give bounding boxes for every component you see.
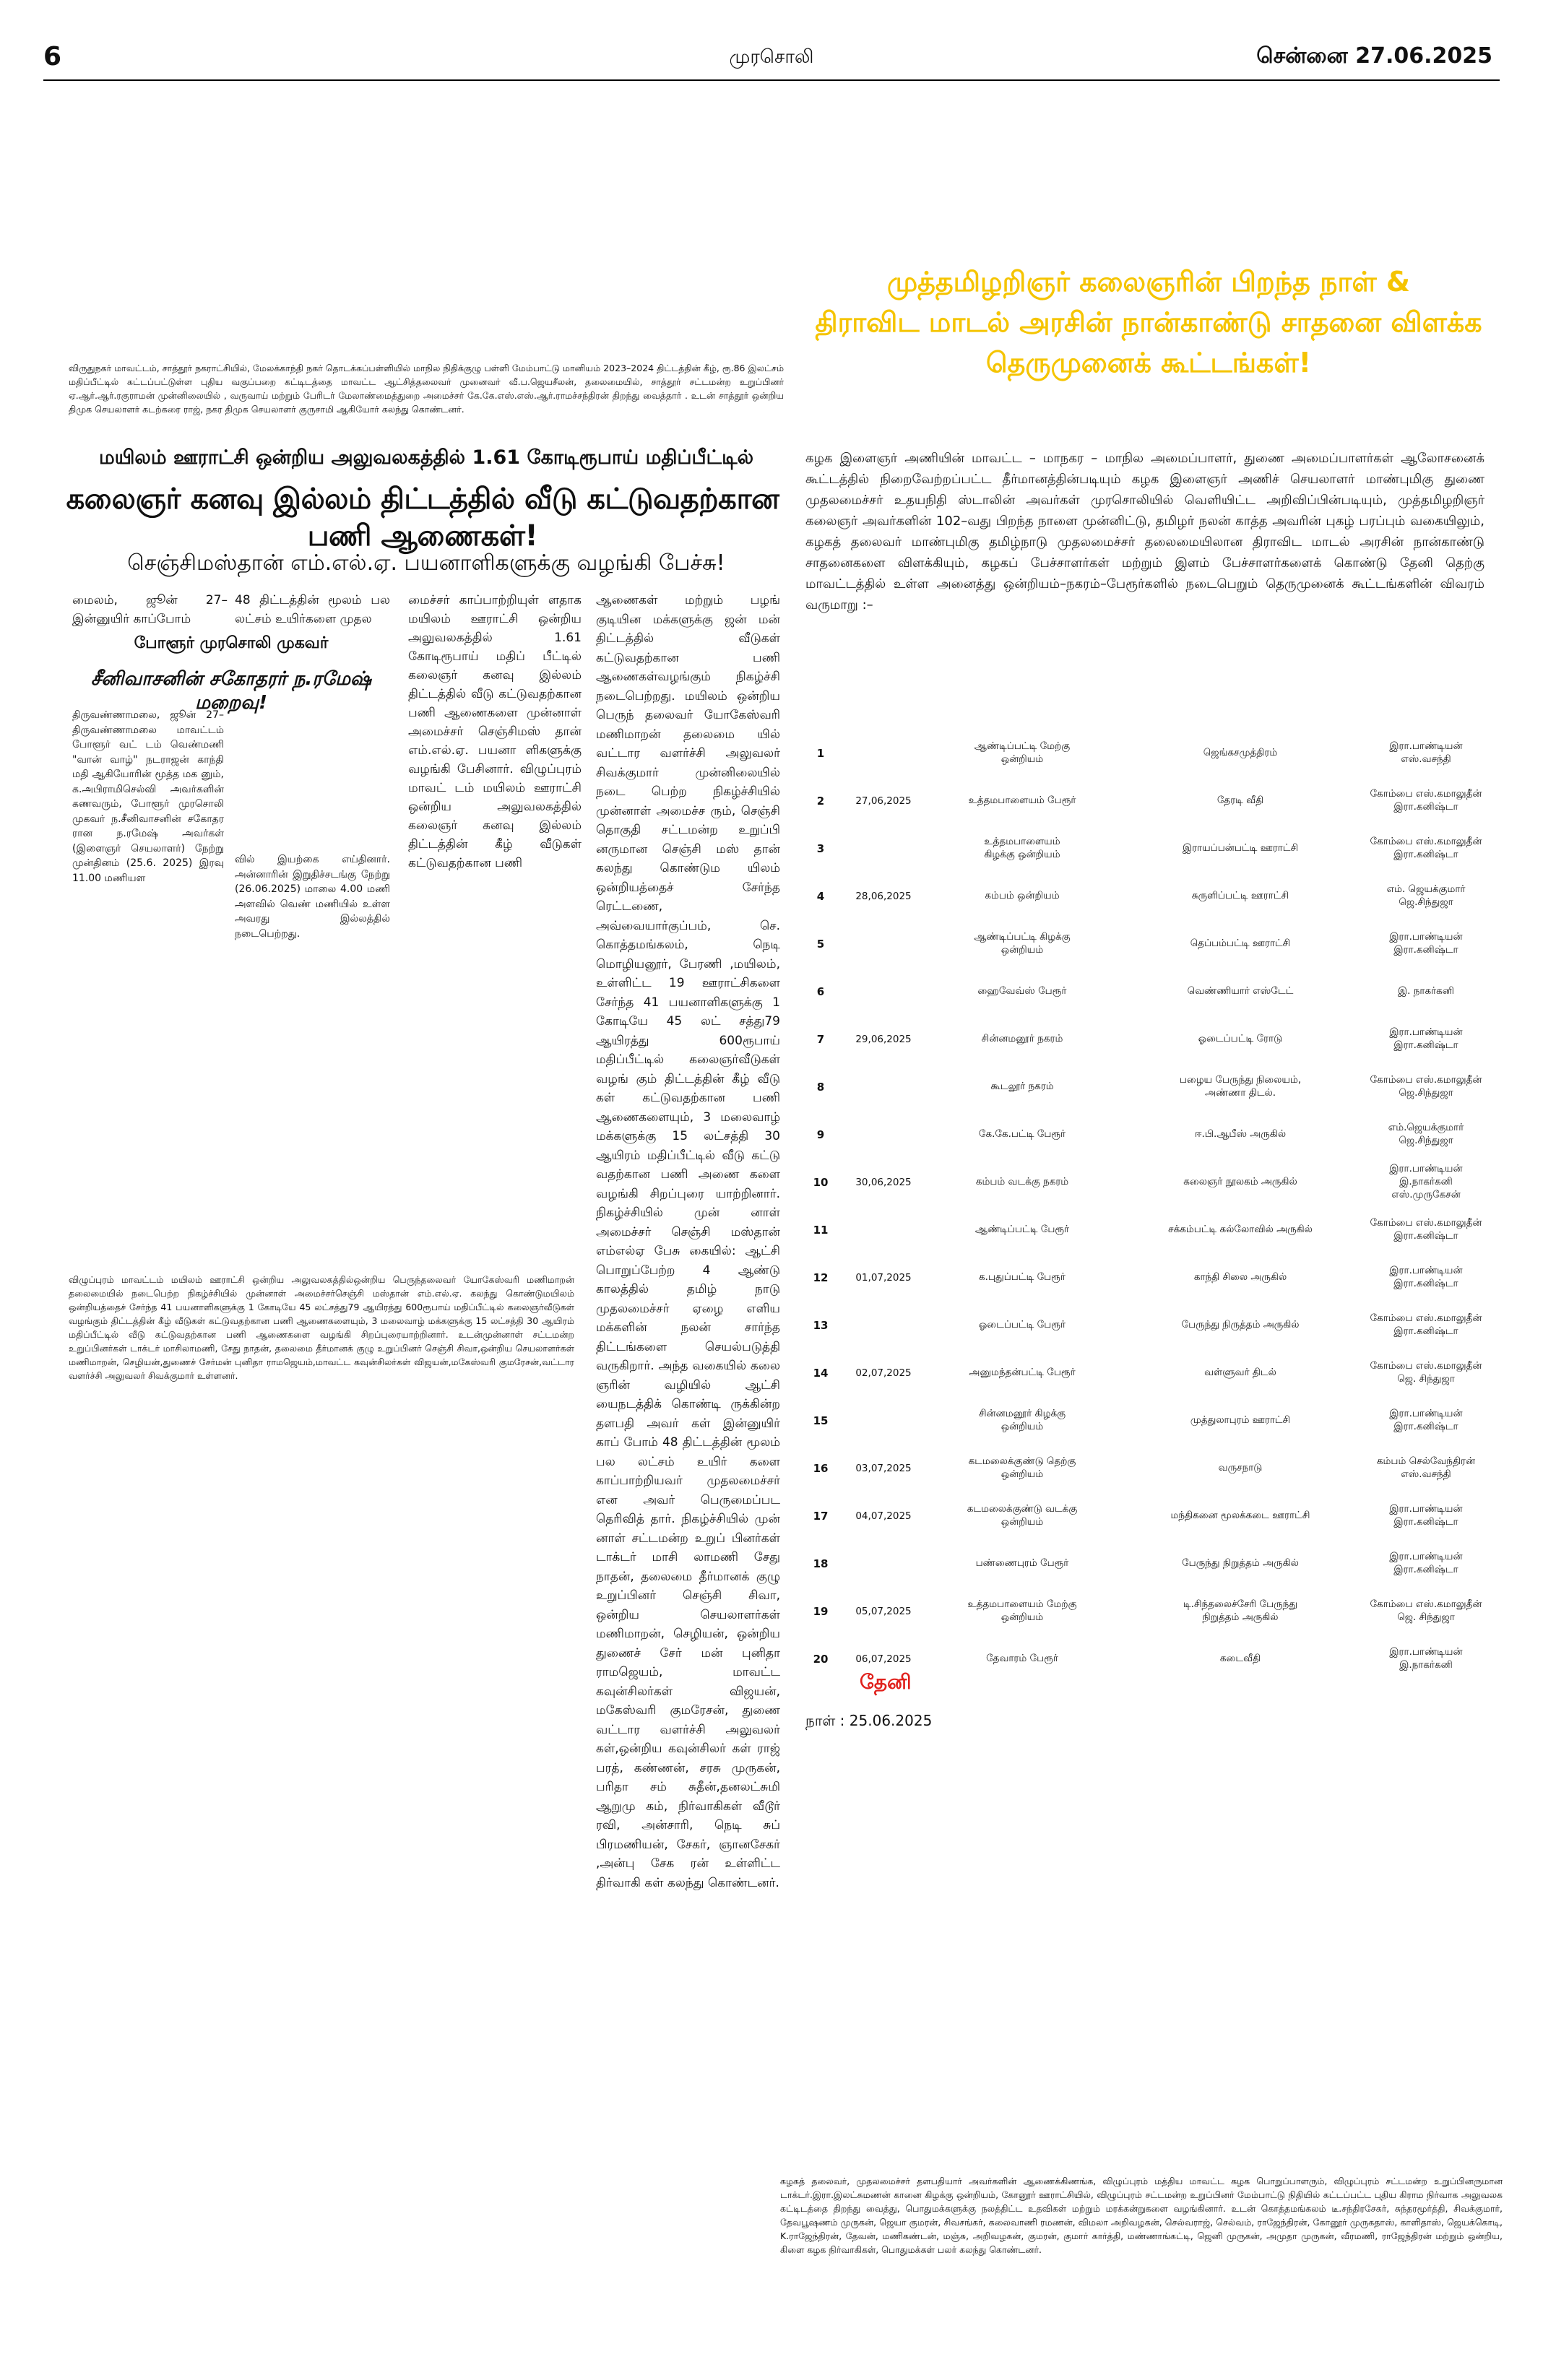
schedule-row — [802, 1588, 1488, 1635]
article1-kicker: மயிலம் ஊராட்சி ஒன்றிய அலுவலகத்தில் 1.61 கோடிரூபாய் மதிப்பீட்டில் — [98, 446, 754, 469]
bottom-right-caption: கழகத் தலைவர், முதலமைச்சர் தளபதியார் அவர்களின் ஆணைக்கிணங்க, விழுப்புரம் மத்திய மாவட்ட கழக பொறுப்பாளரும், விழுப்புரம் சட்டமன்ற உறுப்பினருமான டாக்டர்.இரா.இலட்சுமணன் கானை கிழக்கு ஒன்றியம், கோனூர் ஊராட்சியில், விழுப்புரம் சட்டமன்ற உறுப்பினர் மேம்பாட்டு நிதியில் கட்டப்பட்ட புதிய கிராம நிர்வாக அலுவலக கட்டிடத்தை திறந்து வைத்து, பொதுமக்களுக்கு நலத்திட்ட உதவிகள் மற்றும் மரக்கன்றுகளை வழங்கினார். உடன் கொத்தமங்கலம் டீ.சந்திரசேகர், சுந்தரமூர்த்தி, சிவக்குமார், தேவபூஷணம் முருகன், ஜெயா குமரன், சிவசங்கர், கலைவாணி ரமணன், விமலா அறிவழகன், செல்வராஜ், செல்வம், ராஜேந்திரன், கோனூர் முருகதாஸ், காளிதாஸ், ஜெயக்கொடி, K.ராஜேந்திரன், தேவன், மணிகண்டன், மஞ்சு, அறிவழகன், குமரன், குமார் கார்த்தி, மண்ணாங்கட்டி, ஜெனி முருகன், அமுதா முருகன், வீரமணி, ராஜேந்திரன் மற்றும் ஒன்றிய, கிளை கழக நிர்வாகிகள், பொதுமக்கள் பலர் கலந்து கொண்டனர். — [780, 2176, 1503, 2255]
schedule-date: 28,06,2025 — [855, 891, 912, 902]
schedule-date — [839, 1206, 928, 1254]
schedule-row — [802, 1254, 1488, 1302]
schedule-number: 20 — [813, 1653, 829, 1666]
schedule-speakers: எம்.ஜெயக்குமார் ஜெ.சிந்துஜா — [1388, 1122, 1464, 1146]
schedule-number: 8 — [816, 1081, 825, 1094]
schedule-speakers: கோம்பை எஸ்.கமாலுதீன் இரா.கனிஷ்டா — [1370, 836, 1482, 860]
schedule-speakers: கோம்பை எஸ்.கமாலுதீன் இரா.கனிஷ்டா — [1370, 1312, 1482, 1337]
schedule-location: முத்துலாபுரம் ஊராட்சி — [1190, 1414, 1291, 1426]
schedule-location: தெப்பம்பட்டி ஊராட்சி — [1190, 938, 1291, 949]
schedule-speakers: இரா.பாண்டியன் இ.நாகர்கனி எஸ்.முருகேசன் — [1389, 1163, 1463, 1200]
meeting-photo — [69, 961, 574, 1264]
schedule-date: 03,07,2025 — [855, 1463, 912, 1474]
schedule-date — [839, 1063, 928, 1111]
schedule-location: கலைஞர் நூலகம் அருகில் — [1183, 1176, 1297, 1187]
schedule-place: தேவாரம் பேரூர் — [986, 1653, 1058, 1664]
schedule-location: மந்திகனை மூலக்கடை ஊராட்சி — [1170, 1510, 1310, 1521]
schedule-row — [802, 1492, 1488, 1540]
schedule-date: 04,07,2025 — [855, 1510, 912, 1522]
schedule-speakers: இரா.பாண்டியன் இ.நாகர்கனி — [1389, 1646, 1463, 1671]
schedule-date: 30,06,2025 — [855, 1177, 912, 1188]
schedule-row — [802, 1159, 1488, 1206]
article1-subhead: செஞ்சிமஸ்தான் எம்.எல்.ஏ. பயனாளிகளுக்கு வழங்கி பேச்சு! — [127, 550, 725, 576]
schedule-location: ஈ.பி.ஆபீஸ் அருகில் — [1194, 1128, 1287, 1140]
schedule-row — [802, 1063, 1488, 1111]
schedule-table-wrap — [802, 730, 1488, 1683]
schedule-number: 4 — [816, 890, 825, 903]
schedule-date: 05,07,2025 — [855, 1606, 912, 1617]
schedule-location: பழைய பேருந்து நிலையம், அண்ணா திடல். — [1179, 1074, 1302, 1099]
schedule-row — [802, 1540, 1488, 1588]
schedule-place: ஆண்டிப்பட்டி கிழக்கு ஒன்றியம் — [974, 931, 1071, 956]
schedule-number: 3 — [816, 842, 825, 855]
article1-column-3: மைச்சர் காப்பாற்றியுள் ளதாக மயிலம் ஊராட்சி ஒன்றிய அலுவலகத்தில் 1.61 கோடிரூபாய் மதிப் பீட்டில் கலைஞர் கனவு இல்லம் திட்டத்தில் வீடு கட்டுவதற்கான பணி ஆணைகளை முன்னாள் அமைச்சர் செஞ்சிமஸ் தான் எம்.எல்.ஏ. பயனா ளிகளுக்கு வழங்கி பேசினார். விழுப்புரம் மாவட் டம் மயிலம் ஊராட்சி ஒன்றிய அலுவலகத்தில் கலைஞர் கனவு இல்லம் திட்டத்தின் கீழ் வீடுகள் கட்டுவதற்கான பணி — [408, 593, 582, 870]
schedule-place: உத்தமபாளையம் கிழக்கு ஒன்றியம் — [984, 836, 1060, 860]
schedule-number: 13 — [813, 1319, 829, 1332]
schedule-speakers: கோம்பை எஸ்.கமாலுதீன் இரா.கனிஷ்டா — [1370, 788, 1482, 813]
schedule-row — [802, 1445, 1488, 1492]
schedule-location: பேருந்து நிருத்தம் அருகில் — [1181, 1319, 1300, 1330]
schedule-location: தேரடி வீதி — [1216, 795, 1264, 806]
schedule-date — [839, 920, 928, 968]
schedule-place: கடமலைக்குண்டு வடக்கு ஒன்றியம் — [967, 1503, 1078, 1528]
page-number: 6 — [43, 42, 62, 72]
schedule-row — [802, 1397, 1488, 1445]
schedule-location: டி.சிந்தலைச்சேரி பேருந்து நிறுத்தம் அருகில் — [1183, 1598, 1298, 1623]
city-date: சென்னை 27.06.2025 — [1256, 43, 1492, 69]
schedule-number: 18 — [813, 1557, 829, 1570]
schedule-speakers: கம்பம் செல்வேந்திரன் எஸ்.வசந்தி — [1376, 1455, 1476, 1480]
schedule-row — [802, 825, 1488, 873]
signature-district: தேனி — [860, 1670, 912, 1694]
schedule-place: கே.கே.பட்டி பேரூர் — [978, 1128, 1066, 1140]
schedule-place: சின்னமனூர் நகரம் — [981, 1033, 1063, 1044]
schedule-location: கடைவீதி — [1219, 1653, 1261, 1664]
schedule-place: அனுமந்தன்பட்டி பேரூர் — [969, 1367, 1076, 1378]
schedule-speakers: கோம்பை எஸ்.கமாலுதீன் ஜெ. சிந்துஜா — [1370, 1598, 1482, 1623]
schedule-number: 17 — [813, 1510, 829, 1523]
schedule-place: ஓடைப்பட்டி பேரூர் — [978, 1319, 1066, 1330]
meeting-photo-caption: விழுப்புரம் மாவட்டம் மயிலம் ஊராட்சி ஒன்றிய அலுவலகத்தில்ஒன்றிய பெருந்தலைவர் யோகேஸ்வரி மணிமாறன் தலைமையில் நடைபெற்ற நிகழ்ச்சியில் முன்னாள் அமைச்சர்செஞ்சி மஸ்தான் எம்.எல்.ஏ. கலந்து கொண்டுமயிலம் ஒன்றியத்தைச் சேர்ந்த 41 பயனாளிகளுக்கு 1 கோடியே 45 லட்சத்து79 ஆயிரத்து 600ரூபாய் மதிப்பீட்டில் கலைஞர்வீடுகள் வழங்கும் திட்டத்தின் கீழ் வீடுகள் கட்டுவதற்கான பணி ஆணைகளையும், 3 மலைவாழ் மக்களுக்கு 15 லட்சத்தி 30 ஆயிரம் மதிப்பீட்டில் வீடு கட்டுவதற்கான பணி ஆணைகளை வழங்கி சிறப்புரையாற்றினார். உடன்முன்னாள் சட்டமன்ற உறுப்பினர்கள் டாக்டர் மாசிலாமணி, சேது நாதன், தலைமை தீர்மானக் குழு உறுப்பினர் செஞ்சி சிவா,ஒன்றிய செயலாளர்கள் மணிமாறன், செழியன்,துணைச் சேர்மன் புனிதா ராமஜெயம்,மாவட்ட கவுன்சிலர்கள் விஜயன்,மகேஸ்வரி குமரேசன்,வட்டார வளர்ச்சி அலுவலர் சிவக்குமார் உள்ளனர். — [69, 1274, 574, 1381]
schedule-speakers: இரா.பாண்டியன் இரா.கனிஷ்டா — [1389, 1503, 1463, 1528]
schedule-number: 1 — [816, 747, 825, 760]
schedule-date — [839, 730, 928, 777]
schedule-date — [839, 825, 928, 873]
schedule-location: ஓடைப்பட்டி ரோடு — [1198, 1033, 1283, 1044]
schedule-speakers: இரா.பாண்டியன் இரா.கனிஷ்டா — [1389, 1026, 1463, 1051]
schedule-number: 12 — [813, 1271, 829, 1284]
schedule-place: கம்பம் வடக்கு நகரம் — [975, 1176, 1069, 1187]
schedule-location: சுருளிப்பட்டி ஊராட்சி — [1191, 890, 1289, 901]
schedule-row — [802, 1349, 1488, 1397]
schedule-location: இராயப்பன்பட்டி ஊராட்சி — [1182, 842, 1299, 854]
schedule-location: பேருந்து நிறுத்தம் அருகில் — [1182, 1557, 1299, 1569]
schedule-place: உத்தமபாளையம் மேற்கு ஒன்றியம் — [967, 1598, 1077, 1623]
schedule-row — [802, 1111, 1488, 1159]
article1-column-1: மைலம், ஜூன் 27– இன்னுயிர் காப்போம் — [72, 593, 228, 626]
schedule-place: கம்பம் ஒன்றியம் — [985, 890, 1060, 901]
article1-column-4: ஆணைகள் மற்றும் பழங் குடியின மக்களுக்கு ஜன் மன் திட்டத்தில் வீடுகள் கட்டுவதற்கான பணி ஆணைகள்வழங்கும் நிகழ்ச்சி நடைபெற்றது. மயிலம் ஒன்றிய பெருந் தலைவர் யோகேஸ்வரி மணிமாறன் தலைமை யில் வட்டார வளர்ச்சி அலுவலர் சிவக்குமார் முன்னிலையில் நடை பெற்ற நிகழ்ச்சியில் முன்னாள் அமைச்ச ரும், செஞ்சி தொகுதி சட்டமன்ற உறுப்பி னருமான செஞ்சி மஸ் தான் கலந்து கொண்டும யிலம் ஒன்றியத்தைச் சேர்ந்த ரெட்டணை, அவ்வையார்குப்பம், செ. கொத்தமங்கலம், நெடி மொழியனூர், பேரணி ,மயிலம், உள்ளிட்ட 19 ஊராட்சிகளை சேர்ந்த 41 பயனாளிகளுக்கு 1 கோடியே 45 லட் சத்து79 ஆயிரத்து 600ரூபாய் மதிப்பீட்டில் கலைஞர்வீடுகள் வழங் கும் திட்டத்தின் கீழ் வீடு கள் கட்டுவதற்கான பணி ஆணைகளையும், 3 மலைவாழ் மக்களுக்கு 15 லட்சத்தி 30 ஆயிரம் மதிப்பீட்டில் வீடு கட்டு வதற்கான பணி அணை களை வழங்கி சிறப்புரை யாற்றினார். நிகழ்ச்சியில் முன் னாள் அமைச்சர் செஞ்சி மஸ்தான் எம்எல்ஏ பேசு கையில்: ஆட்சி பொறுப்பேற்ற 4 ஆண்டு காலத்தில் தமிழ் நாடு முதலமைச்சர் ஏழை எளிய மக்களின் நலன் சார்ந்த திட்டங்களை செயல்படுத்தி வருகிறார். அந்த வகையில் கலை ஞரின் வழியில் ஆட்சி யைநடத்திக் கொண்டி ருக்கின்ற தளபதி அவர் கள் இன்னுயிர் காப் போம் 48 திட்டத்தின் மூலம் பல லட்சம் உயிர் களை காப்பாற்றியவர் முதலமைச்சர் என அவர் பெருமைப்பட தெரிவித் தார். நிகழ்ச்சியில் முன் னாள் சட்டமன்ற உறுப் பினர்கள் டாக்டர் மாசி லாமணி சேது நாதன், தலைமை தீர்மானக் குழு உறுப்பினர் செஞ்சி சிவா, ஒன்றிய செயலாளர்கள் மணிமாறன், செழியன், ஒன்றிய துணைச் சேர் மன் புனிதா ராமஜெயம், மாவட்ட கவுன்சிலர்கள் விஜயன், மகேஸ்வரி குமரேசன், துணை வட்டார வளர்ச்சி அலுவலர் கள்,ஒன்றிய கவுன்சிலர் கள் ராஜ் பரத், கண்ணன், சரசு முருகன், பரிதா சம் சுதீன்,தனலட்சுமி ஆறுமு கம், நிர்வாகிகள் வீடூர் ரவி, அன்சாரி, நெடி சுப் பிரமணியன், சேகர், ஞானசேகர் ,அன்பு சேக ரன் உள்ளிட்ட திர்வாகி கள் கலந்து கொண்டனர். — [596, 593, 780, 1890]
schedule-place: ஆண்டிப்பட்டி மேற்கு ஒன்றியம் — [974, 740, 1071, 765]
article2-column-2: வில் இயற்கை எய்தினார். அன்னாரின் இறுதிச்சடங்கு நேற்று (26.06.2025) மாலை 4.00 மணி அளவில் வெண் மணியில் உள்ள அவரது இல்லத்தில் நடைபெற்றது. — [235, 854, 390, 940]
schedule-location: சக்கம்பட்டி கல்லோவில் அருகில் — [1168, 1224, 1313, 1235]
schedule-date — [839, 1111, 928, 1159]
schedule-number: 11 — [813, 1224, 829, 1237]
schedule-speakers: எம். ஜெயக்குமார் ஜெ.சிந்துஜா — [1386, 883, 1466, 908]
schedule-date — [839, 1397, 928, 1445]
schedule-number: 19 — [813, 1605, 829, 1618]
top-photo-caption: விருதுநகர் மாவட்டம், சாத்தூர் நகராட்சியில், மேலக்காந்தி நகர் தொடக்கப்பள்ளியில் மாநில நிதிக்குழு பள்ளி மேம்பாட்டு மானியம் 2023–2024 திட்டத்தின் கீழ், ரூ.86 இலட்சம் மதிப்பீட்டில் கட்டப்பட்டுள்ள புதிய வகுப்பறை கட்டிடத்தை மாவட்ட ஆட்சித்தலைவர் முனைவர் வீ.ப.ஜெயசீலன், தலைமையில், சாத்தூர் சட்டமன்ற உறுப்பினர் ஏ.ஆர்.ஆர்.ரகுராமன் முன்னிலையில் , வருவாய் மற்றும் பேரிடர் மேலாண்மைத்துறை அமைச்சர் கே.கே.எஸ்.எஸ்.ஆர்.ராமச்சந்திரன் திறந்து வைத்தார் . உடன் சாத்தூர் ஒன்றிய திமுக செயலாளர் கடற்கரை ராஜ், நகர திமுக செயலாளர் குருசாமி ஆகியோர் கலந்து கொண்டனர். — [69, 363, 784, 415]
schedule-number: 9 — [816, 1128, 825, 1141]
schedule-date: 06,07,2025 — [855, 1653, 912, 1665]
schedule-date — [839, 1302, 928, 1349]
schedule-place: க.புதுப்பட்டி பேரூர் — [979, 1271, 1066, 1283]
schedule-date: 29,06,2025 — [855, 1034, 912, 1045]
schedule-speakers: இரா.பாண்டியன் எஸ்.வசந்தி — [1389, 740, 1463, 765]
schedule-row — [802, 1206, 1488, 1254]
schedule-date — [839, 1540, 928, 1588]
schedule-place: ஹைவேவ்ஸ் பேரூர் — [977, 985, 1067, 997]
schedule-speakers: இரா.பாண்டியன் இரா.கனிஷ்டா — [1389, 1551, 1463, 1575]
schedule-row — [802, 777, 1488, 825]
article1-headline: கலைஞர் கனவு இல்லம் திட்டத்தில் வீடு கட்டுவதற்கான பணி ஆணைகள்! — [66, 483, 779, 553]
schedule-place: உத்தமபாளையம் பேரூர் — [968, 795, 1076, 806]
schedule-row — [802, 873, 1488, 920]
schedule-place: ஆண்டிப்பட்டி பேரூர் — [974, 1224, 1070, 1235]
article2-headline: சீனிவாசனின் சகோதரர் ந.ரமேஷ் மறைவு! — [90, 668, 372, 714]
schedule-speakers: கோம்பை எஸ்.கமாலுதீன் இரா.கனிஷ்டா — [1370, 1217, 1482, 1242]
schedule-number: 15 — [813, 1414, 829, 1427]
top-photo — [69, 137, 784, 354]
schedule-date: 01,07,2025 — [855, 1272, 912, 1284]
article1-column-2: 48 திட்டத்தின் மூலம் பல லட்சம் உயிர்களை முதல — [235, 593, 390, 626]
header-rule — [43, 79, 1500, 81]
schedule-number: 7 — [816, 1033, 825, 1046]
schedule-number: 5 — [816, 938, 825, 951]
schedule-number: 2 — [816, 795, 825, 808]
schedule-speakers: இ. நாகர்கனி — [1398, 985, 1454, 997]
article2-kicker: போளூர் முரசொலி முகவர் — [134, 634, 329, 652]
schedule-location: காந்தி சிலை அருகில் — [1193, 1271, 1287, 1283]
schedule-row — [802, 920, 1488, 968]
schedule-number: 10 — [813, 1176, 829, 1189]
bottom-right-photo — [780, 1806, 1503, 2160]
schedule-speakers: இரா.பாண்டியன் இரா.கனிஷ்டா — [1389, 1408, 1463, 1432]
schedule-row — [802, 968, 1488, 1016]
schedule-row — [802, 1016, 1488, 1063]
tour-heading-line-3: தெருமுனைக் கூட்டங்கள்! — [986, 347, 1311, 378]
schedule-date: 02,07,2025 — [855, 1367, 912, 1379]
schedule-row — [802, 1302, 1488, 1349]
schedule-date — [839, 968, 928, 1016]
schedule-date: 27,06,2025 — [855, 795, 912, 807]
schedule-place: கடமலைக்குண்டு தெற்கு ஒன்றியம் — [968, 1455, 1076, 1480]
schedule-row — [802, 730, 1488, 777]
paper-name: முரசொலி — [729, 46, 814, 68]
schedule-location: வள்ளுவர் திடல் — [1204, 1367, 1276, 1378]
schedule-speakers: கோம்பை எஸ்.கமாலுதீன் ஜெ. சிந்துஜா — [1370, 1360, 1482, 1385]
schedule-number: 14 — [813, 1367, 829, 1380]
schedule-speakers: இரா.பாண்டியன் இரா.கனிஷ்டா — [1389, 1265, 1463, 1289]
schedule-number: 6 — [816, 985, 825, 998]
tour-heading-line-1: முத்தமிழறிஞர் கலைஞரின் பிறந்த நாள் & — [886, 266, 1411, 298]
signature-date: நாள் : 25.06.2025 — [805, 1712, 933, 1729]
article2-column-1: திருவண்ணாமலை, ஜூன் 27– திருவண்ணாமலை மாவட்டம் போளூர் வட் டம் வெண்மணி "வான் வாழ்" நடராஜன் காந்தி மதி ஆகியோரின் மூத்த மக னும், க.அபிராமிசெல்வி அவர்களின் கணவரும், போளூர் முரசொலி முகவர் ந.சீனிவாசனின் சகோதர ரான ந.ரமேஷ் அவர்கள் (இளைஞர் செயலாளர்) நேற்று முன்தினம் (25.6. 2025) இரவு 11.00 மணியள — [72, 709, 224, 884]
schedule-number: 16 — [813, 1462, 829, 1475]
schedule-speakers: கோம்பை எஸ்.கமாலுதீன் ஜெ.சிந்துஜா — [1370, 1074, 1482, 1099]
schedule-speakers: இரா.பாண்டியன் இரா.கனிஷ்டா — [1389, 931, 1463, 956]
tour-heading-line-2: திராவிட மாடல் அரசின் நான்காண்டு சாதனை விளக்க — [815, 306, 1482, 338]
schedule-table — [802, 730, 1488, 1683]
schedule-location: வருசநாடு — [1218, 1462, 1263, 1474]
schedule-place: கூடலூர் நகரம் — [990, 1081, 1054, 1092]
schedule-place: சின்னமனூர் கிழக்கு ஒன்றியம் — [978, 1408, 1066, 1432]
schedule-location: வெண்ணியார் எஸ்டேட் — [1187, 985, 1294, 997]
tour-intro: கழக இளைஞர் அணியின் மாவட்ட – மாநகர – மாநில அமைப்பாளர், துணை அமைப்பாளர்கள் ஆலோசனைக் கூட்டத்தில் நிறைவேற்றப்பட்ட தீர்மானத்தின்படியும் கழக இளைஞர் அணிச் செயலாளர் மாண்புமிகு துணை முதலமைச்சர் உதயநிதி ஸ்டாலின் அவர்கள் முரசொலியில் வெளியிட்ட அறிவிப்பின்படியும், முத்தமிழறிஞர் கலைஞர் அவர்களின் 102–வது பிறந்த நாளை முன்னிட்டு, தமிழர் நலன் காத்த அவரின் புகழ் பரப்பும் வகையிலும், கழகத் தலைவர் மாண்புமிகு தமிழ்நாடு முதலமைச்சர் தலைமையிலான திராவிட மாடல் அரசின் நான்காண்டு சாதனைகளை விளக்கியும், கழகப் பேச்சாளர்கள் மற்றும் இளம் பேச்சாளர்களைக் கொண்டு தேனி தெற்கு மாவட்டத்தில் உள்ள அனைத்து ஒன்றியம்–நகரம்–பேரூர்களில் நடைபெறும் தெருமுனைக் கூட்டங்களின் விவரம் வருமாறு :– — [805, 451, 1484, 613]
schedule-place: பண்ணைபுரம் பேரூர் — [975, 1557, 1069, 1569]
schedule-location: ஜெங்கசமுத்திரம் — [1203, 747, 1278, 758]
